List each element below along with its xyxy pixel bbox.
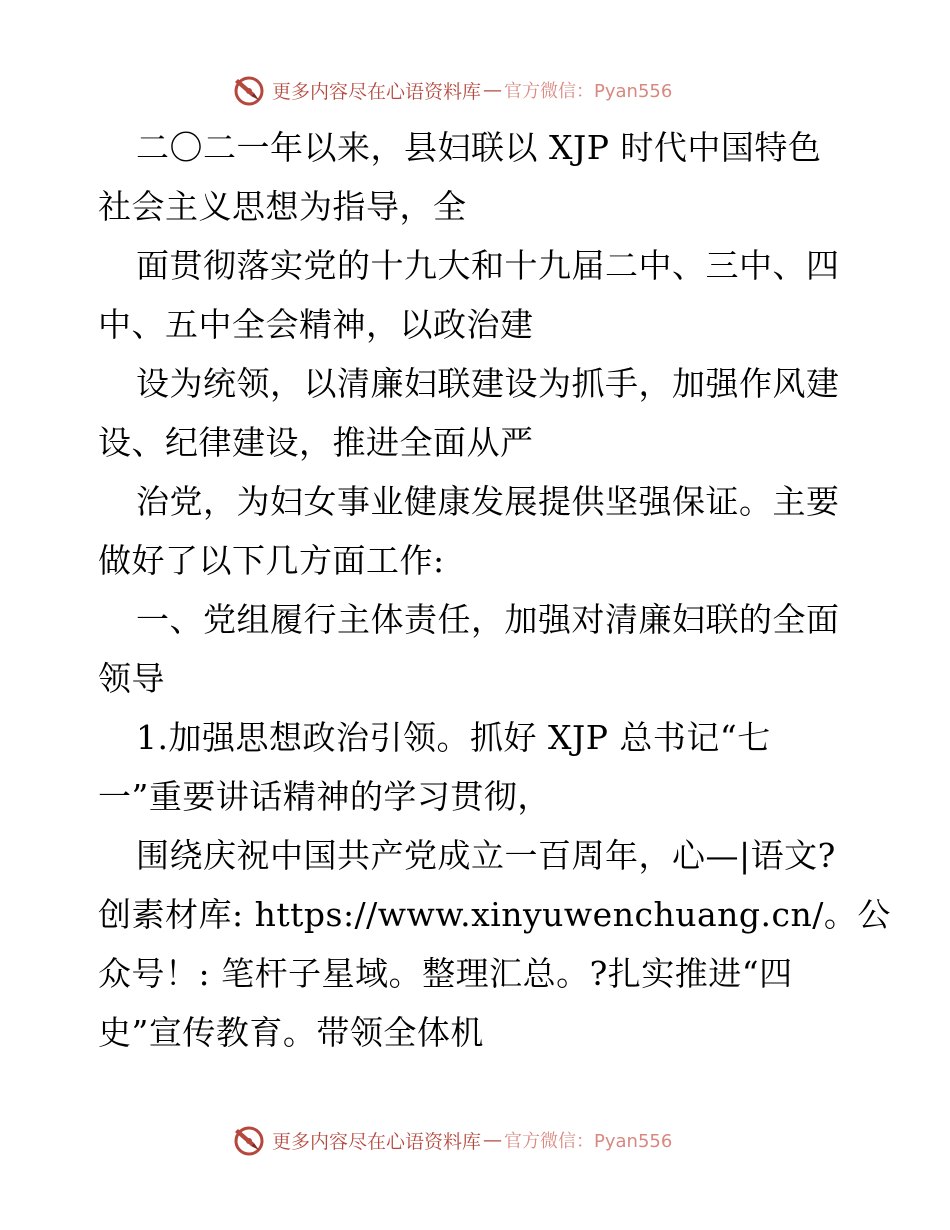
- body-line: 围绕庆祝中国共产党成立一百周年，心—|语文?: [136, 836, 836, 875]
- body-line: 史”宣传教育。带领全体机: [98, 1013, 484, 1052]
- body-line: 二〇二一年以来，县妇联以 XJP 时代中国特色: [136, 128, 822, 167]
- watermark-contact-text: 官方微信：Pyan556: [504, 81, 673, 102]
- pen-circle-logo-icon: [232, 73, 266, 107]
- watermark-banner-bottom: [232, 1122, 732, 1158]
- body-line: 众号！: 笔杆子星域。整理汇总。?扎实推进“四: [98, 954, 793, 993]
- body-line: 创素材库: https://www.xinyuwenchuang.cn/。公: [98, 895, 891, 934]
- watermark-separator: —: [483, 79, 503, 101]
- body-line: 社会主义思想为指导，全: [98, 187, 467, 226]
- watermark-separator: —: [483, 1129, 503, 1151]
- body-line: 设为统领，以清廉妇联建设为抓手，加强作风建: [136, 364, 840, 403]
- body-line: 1.加强思想政治引领。抓好 XJP 总书记“七: [136, 718, 771, 757]
- watermark-banner-top: [232, 72, 732, 108]
- pen-circle-logo-icon: [232, 1123, 266, 1157]
- section-heading-line: 一、党组履行主体责任，加强对清廉妇联的全面: [136, 600, 840, 639]
- body-line: 面贯彻落实党的十九大和十九届二中、三中、四: [136, 246, 840, 285]
- watermark-site-text: 更多内容尽在心语资料库: [272, 1130, 482, 1153]
- watermark-site-text: 更多内容尽在心语资料库: [272, 80, 482, 103]
- body-line: 做好了以下几方面工作:: [98, 541, 445, 580]
- document-body: [98, 118, 891, 1062]
- body-line: 治党，为妇女事业健康发展提供坚强保证。主要: [136, 482, 840, 521]
- body-line: 设、纪律建设，推进全面从严: [98, 423, 534, 462]
- body-line: 中、五中全会精神，以政治建: [98, 305, 534, 344]
- section-heading-line: 领导: [98, 659, 165, 698]
- body-line: 一”重要讲话精神的学习贯彻，: [98, 777, 551, 816]
- watermark-contact-text: 官方微信：Pyan556: [504, 1131, 673, 1152]
